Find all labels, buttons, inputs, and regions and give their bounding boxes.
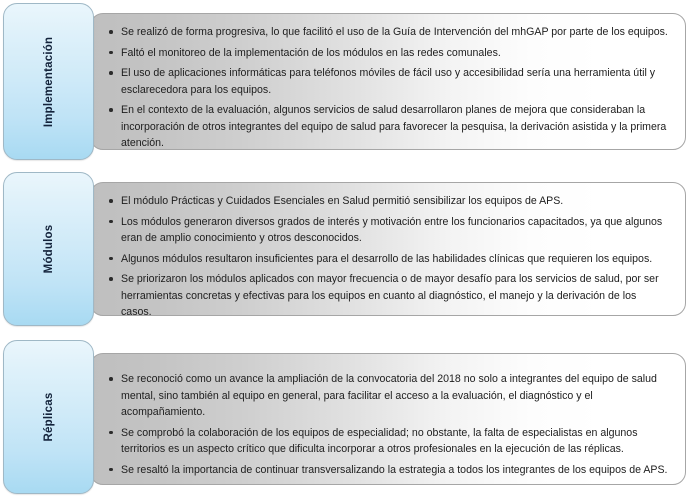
bullet-list-modulos <box>91 183 685 331</box>
content-panel-replicas <box>90 353 686 485</box>
bullet-dot-icon <box>109 220 113 224</box>
row-label-text: Implementación <box>42 36 55 127</box>
row-label-replicas <box>3 340 94 494</box>
bullet-dot-icon <box>109 277 113 281</box>
list-item-text: En el contexto de la evaluación, algunos servicios de salud desarrollaron planes de mejora que consideraban la incorporación de otros integrantes del equipo de salud para favorecer la pesquisa, la derivación asistida y la primera atención. <box>121 104 667 149</box>
list-item <box>109 45 669 62</box>
bullet-list-replicas <box>91 354 685 488</box>
row-label-text: Réplicas <box>42 392 55 442</box>
list-item <box>109 371 669 421</box>
list-item <box>109 251 669 268</box>
bullet-dot-icon <box>109 51 113 55</box>
list-item-text: Se comprobó la colaboración de los equipos de especialidad; no obstante, la falta de especialistas en algunos territorios es un aspecto crítico que dificulta incorporar a otros profesionales en la ejecución de las réplicas. <box>121 426 638 455</box>
bullet-dot-icon <box>109 468 113 472</box>
list-item <box>109 425 669 458</box>
list-item-text: Faltó el monitoreo de la implementación de los módulos en las redes comunales. <box>121 46 501 59</box>
list-item <box>109 271 669 321</box>
bullet-dot-icon <box>109 30 113 34</box>
list-item-text: El módulo Prácticas y Cuidados Esenciales en Salud permitió sensibilizar los equipos de APS. <box>121 195 564 207</box>
bullet-dot-icon <box>109 377 113 381</box>
diagram-row-implementacion <box>0 3 688 160</box>
list-item <box>109 214 669 247</box>
diagram-row-modulos <box>0 172 688 326</box>
bullet-dot-icon <box>109 199 113 203</box>
list-item <box>109 65 669 98</box>
list-item <box>109 102 669 152</box>
list-item-text: Se realizó de forma progresiva, lo que facilitó el uso de la Guía de Intervención del mhGAP por parte de los equipos. <box>121 26 668 38</box>
bullet-list-implementacion <box>91 14 685 162</box>
list-item-text: Los módulos generaron diversos grados de interés y motivación entre los funcionarios capacitados, ya que algunos eran de amplio conocimiento y otros desconocidos. <box>121 215 663 244</box>
list-item <box>109 462 669 479</box>
row-label-implementacion <box>3 3 94 160</box>
bullet-dot-icon <box>109 108 113 112</box>
list-item <box>109 193 669 210</box>
diagram-row-replicas <box>0 340 688 494</box>
list-item-text: Se resaltó la importancia de continuar transversalizando la estrategia a todos los integrantes de los equipos de APS. <box>121 463 668 476</box>
row-label-text: Módulos <box>42 224 55 274</box>
row-label-modulos <box>3 172 94 326</box>
bullet-dot-icon <box>109 71 113 75</box>
list-item-text: El uso de aplicaciones informáticas para teléfonos móviles de fácil uso y accesibilidad sería una herramienta útil y esclarecedora para los equipos. <box>121 67 656 96</box>
list-item <box>109 24 669 41</box>
content-panel-implementacion <box>90 13 686 150</box>
list-item-text: Se priorizaron los módulos aplicados con mayor frecuencia o de mayor desafío para los servicios de salud, por ser herramientas concretas y efectivas para los equipos en cuanto al diagnóstico, el manejo y la derivación de los casos. <box>121 273 659 318</box>
bullet-dot-icon <box>109 257 113 261</box>
list-item-text: Se reconoció como un avance la ampliación de la convocatoria del 2018 no solo a integrantes del equipo de salud mental, sino también al equipo en general, para facilitar el acceso a la evaluación, el diagnóstico y el acompañamiento. <box>121 373 657 418</box>
list-item-text: Algunos módulos resultaron insuficientes para el desarrollo de las habilidades clínicas que requieren los equipos. <box>121 252 653 265</box>
bullet-dot-icon <box>109 431 113 435</box>
content-panel-modulos <box>90 182 686 316</box>
